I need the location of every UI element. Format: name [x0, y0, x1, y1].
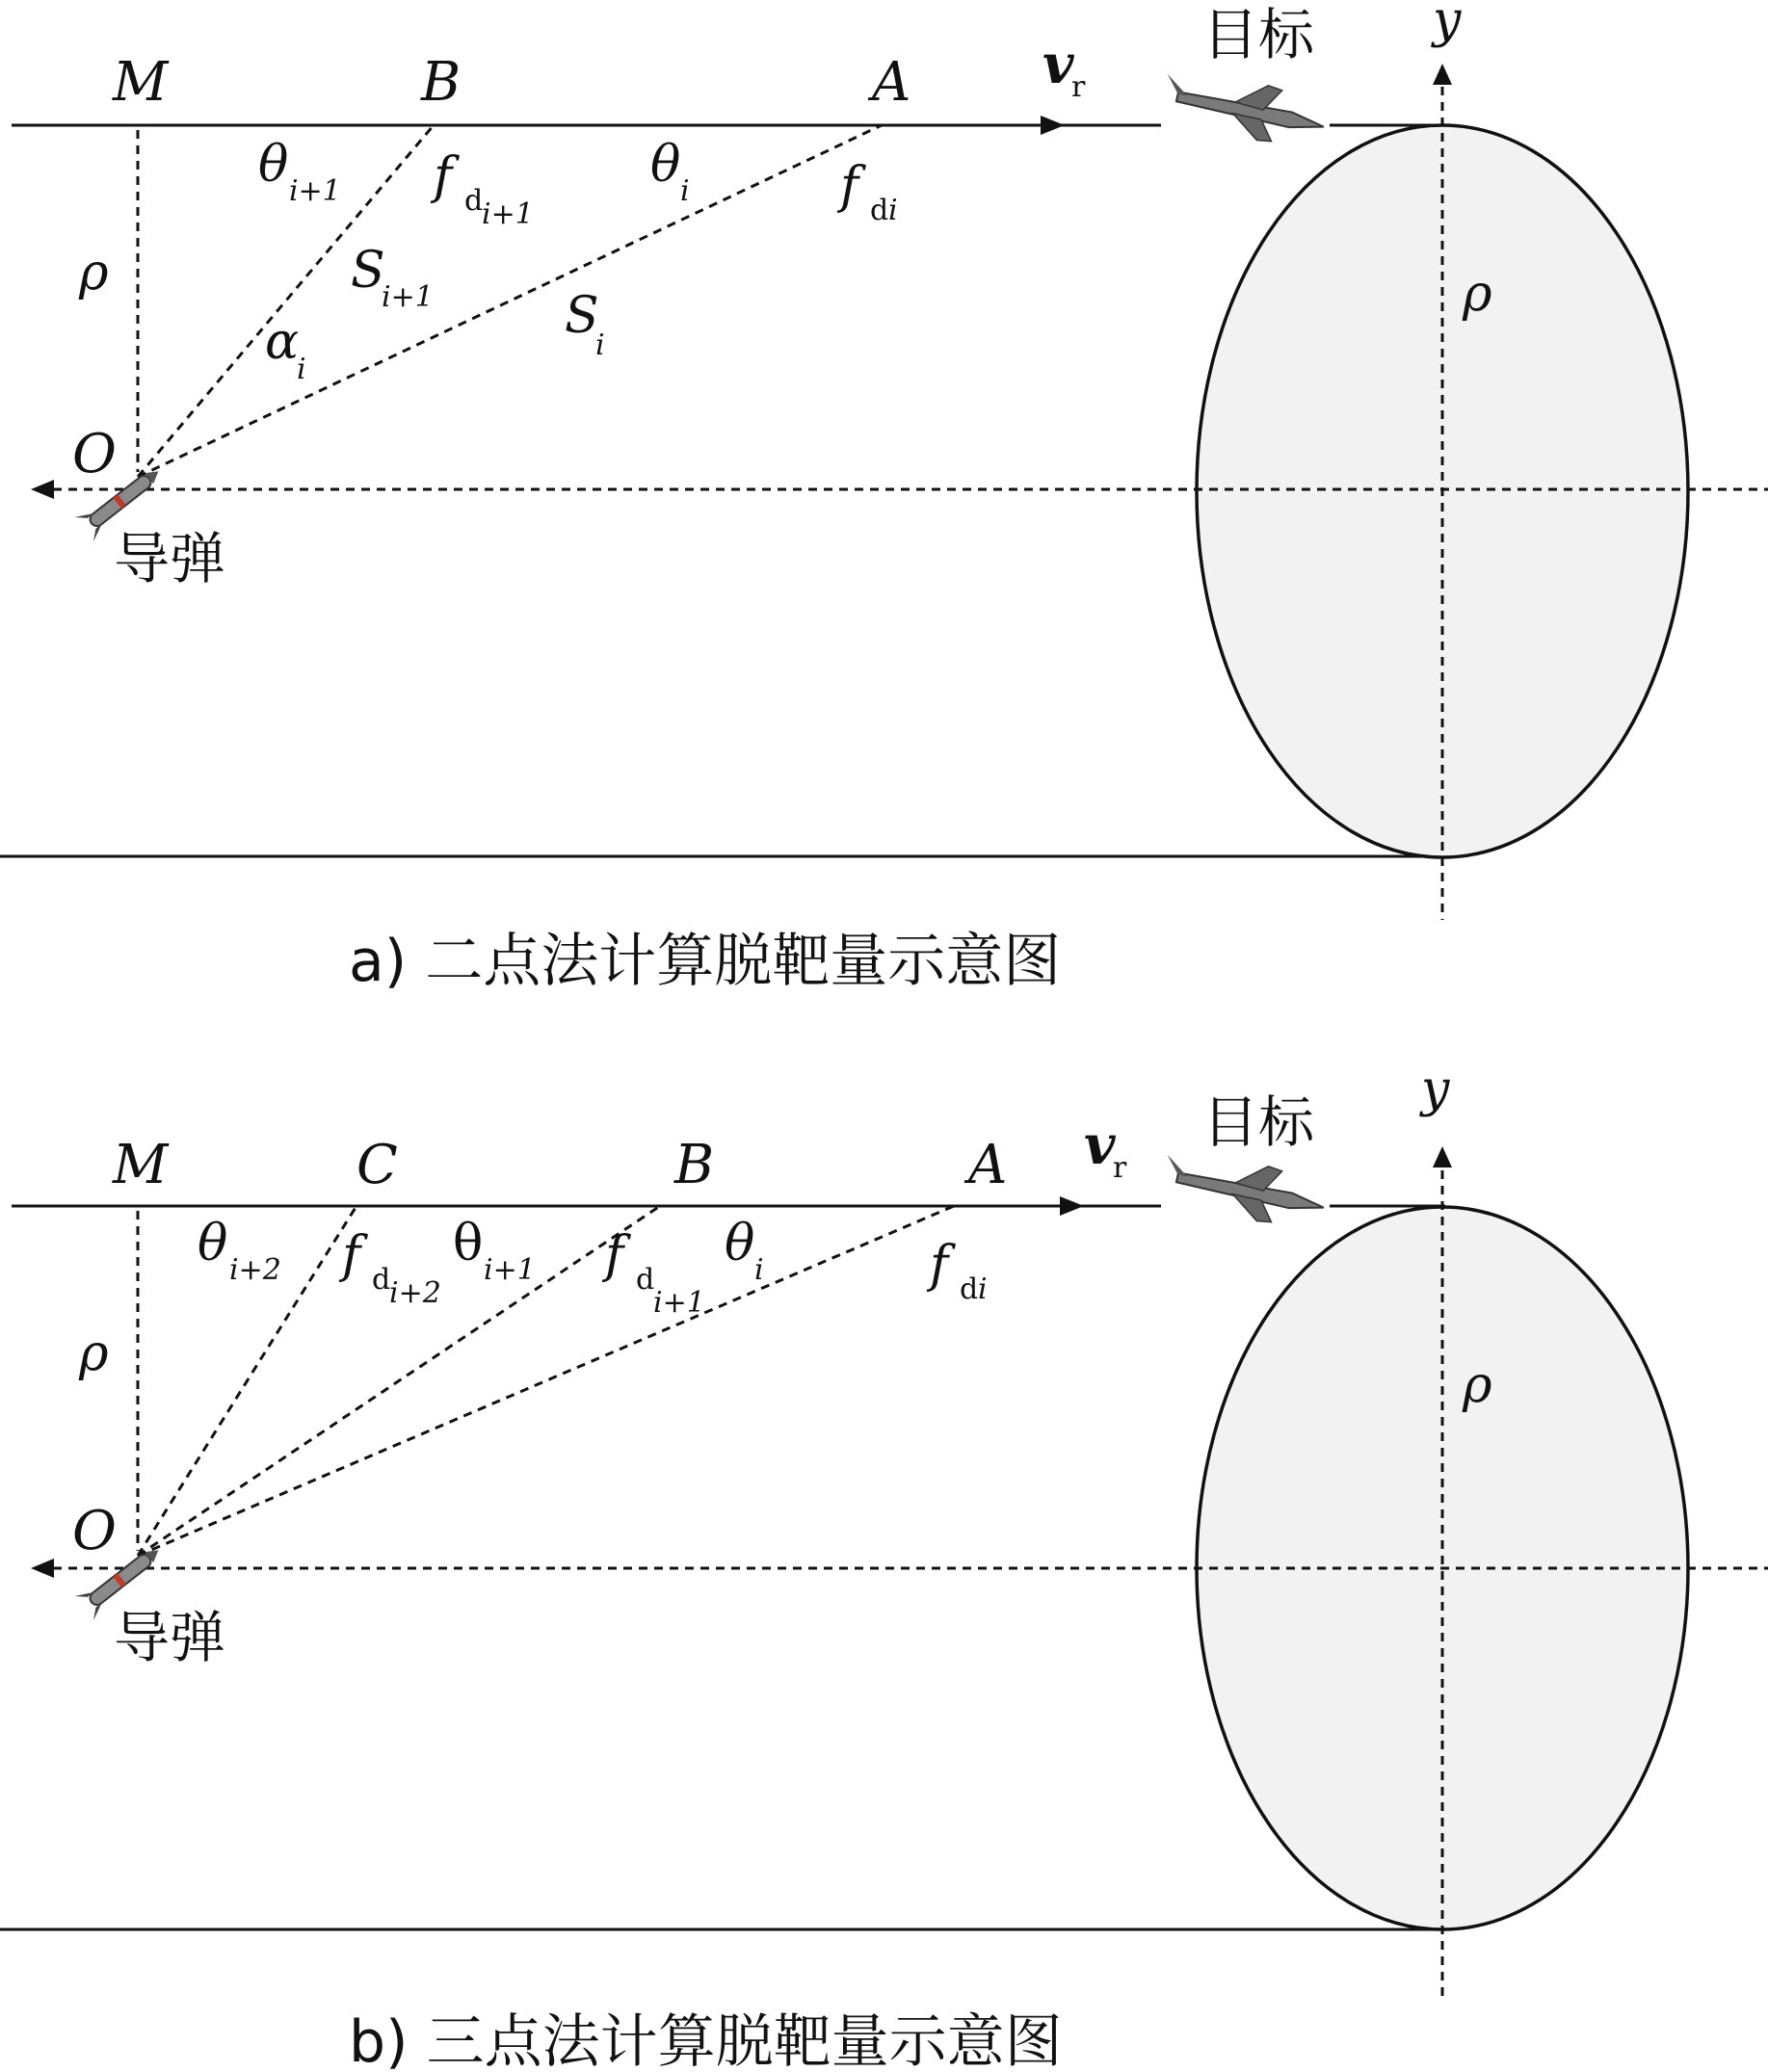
point-O-label: O: [72, 423, 117, 485]
y-axis-label: y: [1433, 0, 1462, 49]
y-axis-arrow-icon: [1433, 1146, 1452, 1167]
theta-i-label: θ: [725, 1215, 755, 1272]
point-M-label: M: [113, 1134, 169, 1196]
point-M-label: M: [113, 51, 169, 114]
theta-i1-sub: i+1: [289, 174, 341, 208]
theta-i-sub: i: [680, 174, 690, 208]
S-i1-sub: i+1: [382, 280, 434, 314]
diagram-a: [0, 0, 1768, 995]
alpha-i-sub: i: [297, 353, 306, 386]
aircraft-icon: [1158, 1145, 1330, 1234]
theta-i1-label: θ: [258, 136, 289, 194]
theta-i1-sub: i+1: [484, 1253, 536, 1287]
fd-i-sub: d: [960, 1272, 979, 1306]
velocity-arrow-icon: [1041, 116, 1065, 135]
x-axis-arrow-icon: [31, 480, 54, 499]
velocity-arrow-icon: [1060, 1196, 1084, 1216]
fd-i-label: f: [840, 157, 859, 215]
sight-line-A: [138, 125, 882, 477]
fd-i2-sub: d: [372, 1263, 391, 1297]
theta-i1-label: θ: [453, 1215, 484, 1272]
rho-radius-label: ρ: [1463, 265, 1492, 323]
fd-i2-subsub: i+2: [389, 1276, 441, 1310]
fd-i1-sub: d: [636, 1263, 655, 1297]
target-label: 目标: [1202, 2, 1315, 67]
fd-i-subsub: i: [888, 194, 898, 227]
velocity-label: v: [1084, 1114, 1116, 1177]
theta-i-sub: i: [754, 1253, 764, 1287]
fd-i1-sub: d: [464, 184, 484, 218]
fd-i-subsub: i: [978, 1272, 988, 1306]
diagram-b: [0, 1061, 1768, 2072]
fd-i2-label: f: [342, 1226, 361, 1284]
y-axis-arrow-icon: [1433, 64, 1452, 85]
fd-i1-label: f: [434, 147, 453, 205]
fd-i1-subsub: i+1: [482, 197, 534, 231]
theta-i2-label: θ: [198, 1215, 228, 1272]
point-C-label: C: [356, 1134, 398, 1196]
missile-label: 导弹: [114, 526, 226, 591]
S-i-sub: i: [595, 328, 605, 362]
theta-i2-sub: i+2: [229, 1253, 281, 1287]
fd-i-sub: d: [870, 194, 889, 227]
S-i1-label: S: [351, 242, 385, 300]
rho-radius-label: ρ: [1463, 1356, 1492, 1414]
rho-perp-label: ρ: [79, 244, 109, 302]
point-A-label: A: [968, 1134, 1008, 1196]
x-axis-arrow-icon: [31, 1559, 54, 1578]
alpha-i-label: α: [265, 313, 300, 371]
theta-i-label: θ: [650, 136, 681, 194]
caption-a: a) 二点法计算脱靶量示意图: [349, 928, 1062, 995]
velocity-sub: r: [1071, 70, 1086, 104]
target-label: 目标: [1202, 1089, 1315, 1155]
caption-b: b) 三点法计算脱靶量示意图: [349, 2008, 1063, 2072]
S-i-label: S: [565, 287, 599, 345]
point-A-label: A: [872, 51, 911, 114]
point-B-label: B: [674, 1134, 715, 1196]
fd-i-label: f: [930, 1236, 949, 1294]
point-B-label: B: [421, 51, 462, 114]
velocity-label: v: [1042, 33, 1074, 96]
rho-perp-label: ρ: [79, 1325, 109, 1382]
point-O-label: O: [72, 1500, 117, 1562]
y-axis-label: y: [1421, 1061, 1450, 1118]
aircraft-icon: [1158, 65, 1330, 153]
velocity-sub: r: [1113, 1151, 1127, 1185]
fd-i1-subsub: i+1: [653, 1286, 705, 1320]
missile-label: 导弹: [114, 1605, 226, 1670]
fd-i1-label: f: [605, 1226, 624, 1284]
